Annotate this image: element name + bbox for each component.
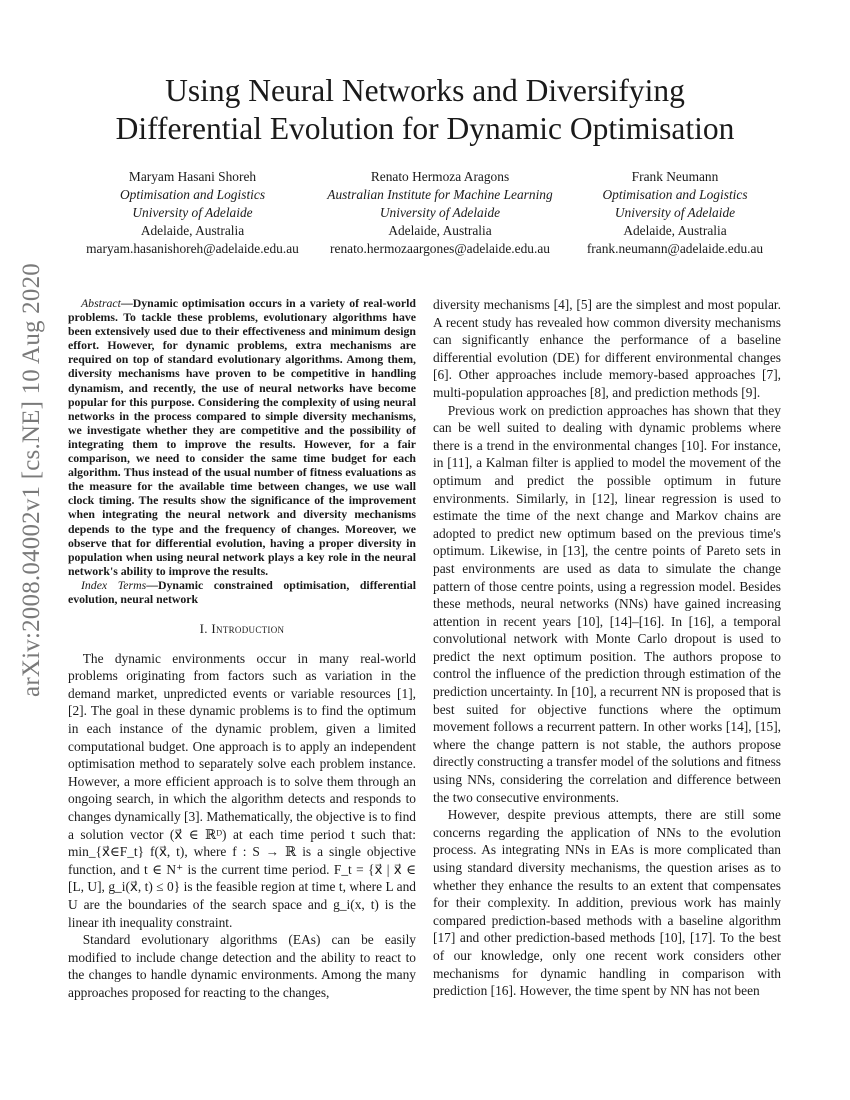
author-2 <box>315 168 565 258</box>
author-org: University of Adelaide <box>132 205 253 220</box>
author-email: maryam.hasanishoreh@adelaide.edu.au <box>86 241 299 256</box>
author-dept: Australian Institute for Machine Learning <box>327 187 553 202</box>
index-terms-label: Index Terms <box>80 577 147 592</box>
title-line-1: Using Neural Networks and Diversifying <box>165 73 685 108</box>
paper-title <box>70 72 780 148</box>
author-location: Adelaide, Australia <box>388 223 492 238</box>
right-column <box>433 296 781 1000</box>
author-org: University of Adelaide <box>379 205 501 220</box>
author-email: renato.hermozaargones@adelaide.edu.au <box>330 241 550 256</box>
paragraph: The dynamic environments occur in many real-world problems originating from factors such as variation in the demand market, unpredicted events or variable resources [1], [2]. The goal in these dynamic problems is to find the optimum in each instance of the dynamic problem, given a limited computational budget. One approach is to apply an independent optimisation method to separately solve each problem instance. However, a more efficient approach is to solve them through an ongoing search, in which the algorithm detects and responds to changes dynamically [3]. Mathematically, the objective is to find a solution vector (x⃗ ∈ ℝᴰ) at each time period t such that: min_{x⃗∈F_t} f(x⃗, t), where f : S → ℝ is a single objective function, and t ∈ N⁺ is the current time period. F_t = {x⃗ | x⃗ ∈ [L, U], g_i(x⃗, t) ≤ 0} is the feasible region at time t, where L and U are the boundaries of the search space and g_i(x, t) is the linear ith inequality constraint. <box>68 650 416 930</box>
author-name: Maryam Hasani Shoreh <box>128 169 257 184</box>
author-org: University of Adelaide <box>614 205 736 220</box>
paragraph: Standard evolutionary algorithms (EAs) can be easily modified to include change detection and the ability to react to the changes to handle dynamic environments. Among the many approaches proposed for reacting to the changes, <box>68 932 416 1000</box>
section-heading: I. Introduction <box>199 621 285 637</box>
paragraph: However, despite previous attempts, there are still some concerns regarding the application of NNs to the evolution process. As integrating NNs in EAs is more complicated than using standard diversity mechanisms, the question arises as to whether they enhance the results to an extent that compensates for their complexity. In addition, previous work has mainly compared prediction-based methods with a baseline algorithm [17] and other prediction-based methods [10], [17]. To the best of our knowledge, only one recent work considers other mechanisms for dynamic handling in comparison with prediction [16]. However, the time spent by NN has not been <box>433 807 781 999</box>
author-3 <box>575 168 775 258</box>
paragraph: Previous work on prediction approaches has shown that they can be well suited to dealing with dynamic problems where there is a trend in the environmental changes [10]. For instance, in [11], a Kalman filter is applied to model the movement of the optimum and predict the possible optimum in future environments. Similarly, in [12], linear regression is used to estimate the time of the next change and Markov chains are adopted to predict new optimum based on the previous time's optimum. Likewise, in [13], the centre points of Pareto sets in past environments are used as data to simulate the change pattern of those centre points, using a regression model. Besides these methods, neural networks (NNs) have gained increasing attention in recent years [10], [14]–[16]. In [16], a temporal convolutional network with Monte Carlo dropout is used to predict the next optimum position. The authors propose to control the influence of the prediction through estimation of the prediction uncertainty. In [10], a recurrent NN is proposed that is best suited for objective functions where the optimum movement follows a recurrent pattern. In other works [14], [15], where the change pattern is not stable, the authors propose directly constructing a transfer model of the solutions and fitness using NNs, considering the correlation and difference between the two consecutive environments. <box>433 402 781 805</box>
arxiv-id: arXiv:2008.04002v1 [cs.NE] 10 Aug 2020 <box>18 263 45 697</box>
author-dept: Optimisation and Logistics <box>602 187 748 202</box>
index-terms-text: —Dynamic constrained optimisation, differential evolution, neural network <box>68 577 416 606</box>
author-name: Frank Neumann <box>631 169 719 184</box>
author-dept: Optimisation and Logistics <box>119 187 266 202</box>
abstract <box>68 296 416 578</box>
index-terms <box>68 578 416 606</box>
author-location: Adelaide, Australia <box>623 223 727 238</box>
author-1 <box>75 168 310 258</box>
author-name: Renato Hermoza Aragons <box>370 169 510 184</box>
author-block <box>75 168 775 258</box>
abstract-text: —Dynamic optimisation occurs in a variety of real-world problems. To tackle these problems, evolutionary algorithms have been extensively used due to their effectiveness and minimum design effort. However, for dynamic problems, extra mechanisms are required on top of standard evolutionary algorithms. Among them, diversity mechanisms have proven to be competitive in handling dynamism, and recently, the use of neural networks have become popular for this purpose. Considering the complexity of using neural networks in the process compared to simple diversity mechanisms, we investigate whether they are competitive and the possibility of integrating them to improve the results. However, for a fair comparison, we need to consider the same time budget for each algorithm. Thus instead of the usual number of fitness evaluations as the measure for the available time between changes, we use wall clock timing. The results show the significance of the improvement when integrating the neural network and diversity mechanisms depends to the type and the frequency of changes. Moreover, we observe that for differential evolution, having a proper diversity in population when using neural network plays a key role in the neural network's ability to improve the results. <box>68 296 416 578</box>
abstract-label: Abstract <box>80 296 121 310</box>
title-line-2: Differential Evolution for Dynamic Optimisation <box>115 111 735 146</box>
author-email: frank.neumann@adelaide.edu.au <box>586 241 764 256</box>
author-location: Adelaide, Australia <box>140 223 245 238</box>
arxiv-stamp <box>2 263 62 697</box>
left-column <box>68 296 416 1002</box>
paragraph: diversity mechanisms [4], [5] are the simplest and most popular. A recent study has revealed how common diversity mechanisms can significantly enhance the performance of a baseline differential evolution (DE) for different environmental changes [6]. Other approaches include memory-based approaches [7], multi-population approaches [8], and prediction methods [9]. <box>433 297 781 400</box>
